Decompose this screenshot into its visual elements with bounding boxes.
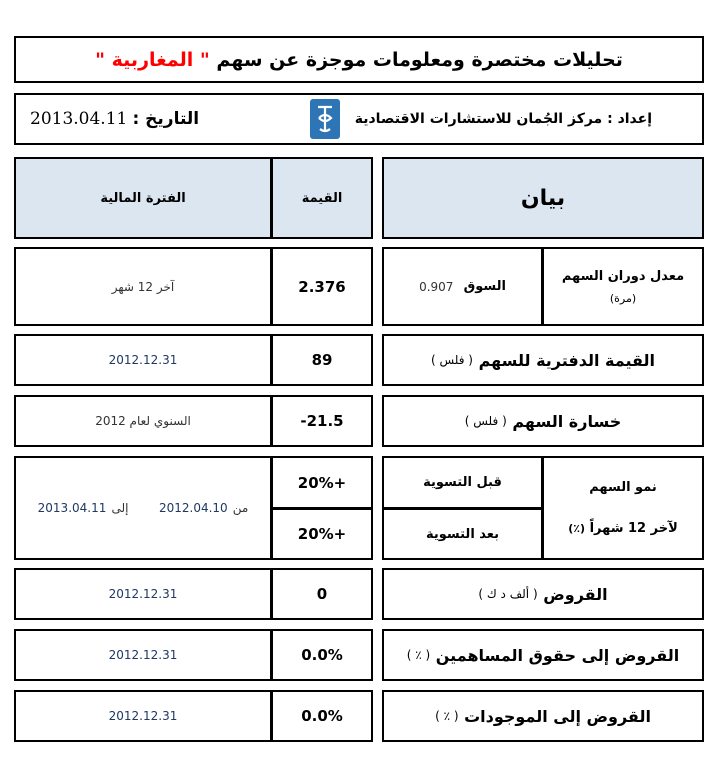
growth-period: من 2012.04.10 إلى 2013.04.11 [14, 456, 272, 560]
turnover-period: آخر 12 شهر [14, 247, 272, 326]
info-bar [14, 93, 704, 145]
turnover-market: السوق 0.907 [382, 247, 543, 326]
date-label: التاريخ : [132, 109, 200, 129]
loss-value: 21.5- [271, 395, 373, 447]
header-statement: بيان [382, 157, 704, 239]
prepared-by [355, 95, 652, 143]
header-value: القيمة [271, 157, 373, 239]
title-text: تحليلات مختصرة ومعلومات موجزة عن سهم [216, 48, 623, 71]
loans-assets-period: 2012.12.31 [14, 690, 272, 742]
turnover-value: 2.376 [271, 247, 373, 326]
book-value-period: 2012.12.31 [14, 334, 272, 386]
loans-equity-value: 0.0% [271, 629, 373, 681]
turnover-label: معدل دوران السهم (مرة) [542, 247, 704, 326]
company-name: المغاربية [111, 48, 194, 71]
growth-before-label: قبل التسوية [382, 456, 543, 509]
growth-after-label: بعد التسوية [382, 508, 543, 560]
title-quote-close: " [95, 48, 106, 71]
book-value-label: القيمة الدفترية للسهم ( فلس ) [382, 334, 704, 386]
loss-label: خسارة السهم ( فلس ) [382, 395, 704, 447]
growth-label: نمو السهم لآخر 12 شهراً (٪) [542, 456, 704, 560]
loans-value: 0 [271, 568, 373, 620]
loans-equity-period: 2012.12.31 [14, 629, 272, 681]
report-date [30, 95, 199, 143]
jumaan-logo-icon [309, 98, 341, 140]
loans-assets-label: القروض إلى الموجودات ( ٪ ) [382, 690, 704, 742]
growth-before-value: +20% [271, 456, 373, 509]
loans-label: القروض ( ألف د ك ) [382, 568, 704, 620]
report-title [14, 36, 704, 83]
loans-assets-value: 0.0% [271, 690, 373, 742]
loss-period: السنوي لعام 2012 [14, 395, 272, 447]
date-value: 2013.04.11 [30, 109, 128, 129]
title-quote-open: " [199, 48, 210, 71]
header-period: الفترة المالية [14, 157, 272, 239]
prepared-label: إعداد : [607, 111, 652, 127]
book-value-value: 89 [271, 334, 373, 386]
prepared-org: مركز الجُمان للاستشارات الاقتصادية [354, 111, 603, 127]
loans-equity-label: القروض إلى حقوق المساهمين ( ٪ ) [382, 629, 704, 681]
loans-period: 2012.12.31 [14, 568, 272, 620]
growth-after-value: +20% [271, 508, 373, 560]
